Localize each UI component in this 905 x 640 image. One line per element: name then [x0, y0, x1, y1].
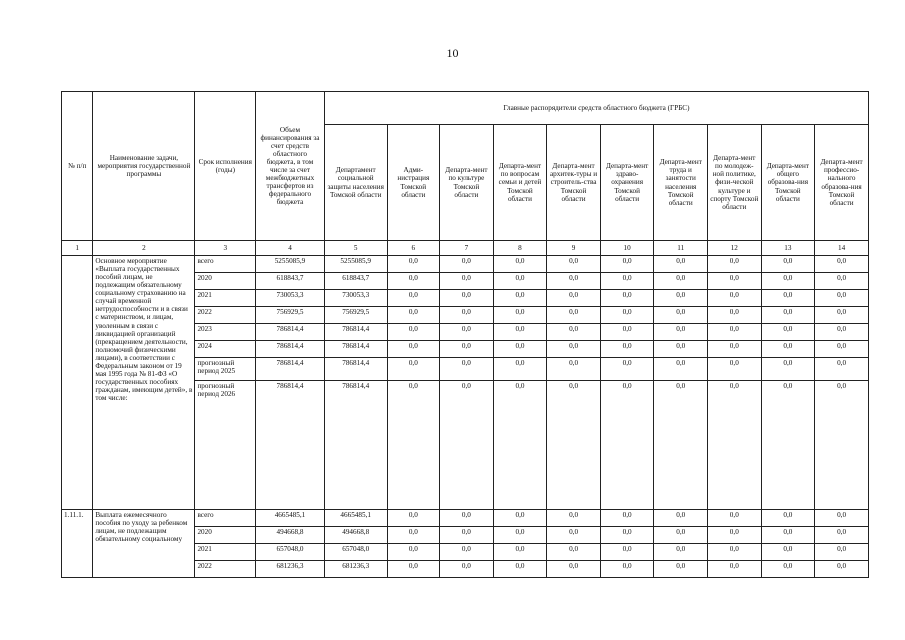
value-cell: 0,0 — [815, 527, 869, 544]
value-cell: 0,0 — [547, 341, 601, 358]
value-cell: 0,0 — [708, 358, 762, 381]
value-cell: 0,0 — [547, 358, 601, 381]
column-index: 7 — [440, 241, 494, 256]
value-cell: 0,0 — [761, 510, 815, 527]
header-dept: Департа-мент общего образова-ния Томской области — [761, 125, 815, 241]
total-cell: 618843,7 — [256, 273, 325, 290]
value-cell: 657048,0 — [324, 544, 387, 561]
value-cell: 0,0 — [600, 273, 654, 290]
value-cell: 0,0 — [761, 381, 815, 510]
period-cell: 2022 — [195, 307, 256, 324]
period-cell: всего — [195, 256, 256, 273]
value-cell: 0,0 — [440, 358, 494, 381]
value-cell: 0,0 — [387, 273, 440, 290]
value-cell: 0,0 — [547, 273, 601, 290]
value-cell: 0,0 — [761, 561, 815, 578]
total-cell: 4665485,1 — [256, 510, 325, 527]
period-cell: 2022 — [195, 561, 256, 578]
value-cell: 0,0 — [654, 256, 708, 273]
value-cell: 0,0 — [547, 324, 601, 341]
value-cell: 0,0 — [761, 307, 815, 324]
value-cell: 0,0 — [708, 273, 762, 290]
value-cell: 0,0 — [440, 561, 494, 578]
value-cell: 0,0 — [708, 510, 762, 527]
value-cell: 0,0 — [547, 561, 601, 578]
value-cell: 0,0 — [493, 381, 547, 510]
value-cell: 0,0 — [654, 527, 708, 544]
activity-name: Основное мероприятие «Выплата государственных пособий лицам, не подлежащим обязательному социальному страхованию на случай временной нетрудоспособности и в связи с материнством, и лицам, уволенным в связи с ликвидацией организаций (прекращением деятельности, полномочий физическими лицами), в соответствии с Федеральным законом от 19 мая 1995 года № 81-ФЗ «О государственных пособиях гражданам, имеющим детей», в том числе: — [93, 256, 195, 510]
value-cell: 0,0 — [387, 510, 440, 527]
header-term: Срок исполнения (годы) — [195, 92, 256, 241]
value-cell: 0,0 — [654, 358, 708, 381]
total-cell: 681236,3 — [256, 561, 325, 578]
period-cell: 2021 — [195, 290, 256, 307]
value-cell: 0,0 — [708, 381, 762, 510]
value-cell: 618843,7 — [324, 273, 387, 290]
value-cell: 786814,4 — [324, 358, 387, 381]
column-index: 10 — [600, 241, 654, 256]
value-cell: 0,0 — [815, 324, 869, 341]
header-dept: Департа-мент здраво-охранения Томской области — [600, 125, 654, 241]
value-cell: 0,0 — [493, 527, 547, 544]
header-dept: Адми-нистрация Томской области — [387, 125, 440, 241]
column-index: 2 — [93, 241, 195, 256]
value-cell: 0,0 — [815, 273, 869, 290]
value-cell: 0,0 — [600, 527, 654, 544]
value-cell: 0,0 — [654, 544, 708, 561]
column-index: 11 — [654, 241, 708, 256]
value-cell: 786814,4 — [324, 341, 387, 358]
period-cell: прогнозный период 2026 — [195, 381, 256, 510]
value-cell: 0,0 — [600, 324, 654, 341]
value-cell: 0,0 — [708, 561, 762, 578]
value-cell: 4665485,1 — [324, 510, 387, 527]
value-cell: 0,0 — [493, 341, 547, 358]
period-cell: 2023 — [195, 324, 256, 341]
value-cell: 0,0 — [761, 324, 815, 341]
total-cell: 494668,8 — [256, 527, 325, 544]
value-cell: 681236,3 — [324, 561, 387, 578]
value-cell: 0,0 — [815, 290, 869, 307]
value-cell: 0,0 — [600, 561, 654, 578]
column-index: 13 — [761, 241, 815, 256]
value-cell: 0,0 — [600, 544, 654, 561]
period-cell: прогнозный период 2025 — [195, 358, 256, 381]
column-index: 9 — [547, 241, 601, 256]
value-cell: 0,0 — [761, 290, 815, 307]
total-cell: 786814,4 — [256, 341, 325, 358]
value-cell: 0,0 — [600, 256, 654, 273]
value-cell: 0,0 — [547, 256, 601, 273]
value-cell: 494668,8 — [324, 527, 387, 544]
value-cell: 0,0 — [493, 544, 547, 561]
header-dept: Департамент социальной защиты населения Томской области — [324, 125, 387, 241]
value-cell: 0,0 — [708, 256, 762, 273]
value-cell: 0,0 — [761, 256, 815, 273]
total-cell: 786814,4 — [256, 324, 325, 341]
value-cell: 0,0 — [600, 290, 654, 307]
value-cell: 0,0 — [493, 290, 547, 307]
value-cell: 0,0 — [815, 358, 869, 381]
value-cell: 0,0 — [493, 307, 547, 324]
header-name: Наименование задачи, мероприятия государственной программы — [93, 92, 195, 241]
total-cell: 657048,0 — [256, 544, 325, 561]
value-cell: 0,0 — [493, 358, 547, 381]
column-index-row — [62, 241, 869, 256]
value-cell: 0,0 — [600, 381, 654, 510]
value-cell: 0,0 — [761, 358, 815, 381]
value-cell: 0,0 — [815, 381, 869, 510]
value-cell: 0,0 — [440, 341, 494, 358]
total-cell: 786814,4 — [256, 381, 325, 510]
value-cell: 0,0 — [654, 307, 708, 324]
value-cell: 0,0 — [654, 381, 708, 510]
value-cell: 0,0 — [761, 544, 815, 561]
value-cell: 0,0 — [708, 527, 762, 544]
value-cell: 0,0 — [387, 341, 440, 358]
value-cell: 0,0 — [547, 307, 601, 324]
value-cell: 0,0 — [815, 256, 869, 273]
column-index: 4 — [256, 241, 325, 256]
value-cell: 0,0 — [493, 256, 547, 273]
period-cell: 2020 — [195, 273, 256, 290]
value-cell: 0,0 — [387, 256, 440, 273]
value-cell: 0,0 — [440, 290, 494, 307]
value-cell: 786814,4 — [324, 324, 387, 341]
value-cell: 0,0 — [387, 561, 440, 578]
value-cell: 0,0 — [761, 273, 815, 290]
value-cell: 0,0 — [547, 510, 601, 527]
column-index: 6 — [387, 241, 440, 256]
value-cell: 0,0 — [440, 324, 494, 341]
column-index: 12 — [708, 241, 762, 256]
value-cell: 0,0 — [440, 256, 494, 273]
table-body — [62, 256, 869, 578]
financing-table — [61, 91, 869, 578]
row-number — [62, 256, 93, 510]
column-index: 14 — [815, 241, 869, 256]
value-cell: 786814,4 — [324, 381, 387, 510]
value-cell: 0,0 — [493, 324, 547, 341]
header-dept: Департа-мент по молодеж-ной политике, физи-ческой культуре и спорту Томской области — [708, 125, 762, 241]
value-cell: 5255085,9 — [324, 256, 387, 273]
value-cell: 0,0 — [708, 544, 762, 561]
column-index: 3 — [195, 241, 256, 256]
value-cell: 0,0 — [493, 273, 547, 290]
page-number: 10 — [446, 46, 459, 60]
value-cell: 0,0 — [654, 341, 708, 358]
total-cell: 730053,3 — [256, 290, 325, 307]
value-cell: 0,0 — [815, 544, 869, 561]
header-dept: Департа-мент труда и занятости населения Томской области — [654, 125, 708, 241]
value-cell: 0,0 — [387, 527, 440, 544]
value-cell: 0,0 — [387, 358, 440, 381]
total-cell: 786814,4 — [256, 358, 325, 381]
value-cell: 0,0 — [708, 307, 762, 324]
value-cell: 0,0 — [547, 527, 601, 544]
value-cell: 0,0 — [815, 561, 869, 578]
value-cell: 0,0 — [708, 341, 762, 358]
value-cell: 0,0 — [600, 358, 654, 381]
column-index: 5 — [324, 241, 387, 256]
value-cell: 0,0 — [654, 273, 708, 290]
period-cell: 2024 — [195, 341, 256, 358]
value-cell: 0,0 — [387, 381, 440, 510]
value-cell: 0,0 — [654, 324, 708, 341]
value-cell: 730053,3 — [324, 290, 387, 307]
value-cell: 0,0 — [761, 527, 815, 544]
value-cell: 0,0 — [654, 290, 708, 307]
value-cell: 0,0 — [387, 544, 440, 561]
header-dept: Департа-мент архитек-туры и строитель-ства Томской области — [547, 125, 601, 241]
value-cell: 0,0 — [654, 561, 708, 578]
value-cell: 0,0 — [493, 561, 547, 578]
row-number: 1.11.1. — [62, 510, 93, 578]
period-cell: всего — [195, 510, 256, 527]
total-cell: 5255085,9 — [256, 256, 325, 273]
value-cell: 0,0 — [440, 273, 494, 290]
value-cell: 0,0 — [440, 381, 494, 510]
column-index: 8 — [493, 241, 547, 256]
value-cell: 0,0 — [547, 381, 601, 510]
value-cell: 0,0 — [708, 290, 762, 307]
header-dept: Департа-мент профессио-нального образова-ния Томской области — [815, 125, 869, 241]
value-cell: 0,0 — [387, 307, 440, 324]
value-cell: 0,0 — [761, 341, 815, 358]
value-cell: 756929,5 — [324, 307, 387, 324]
header-grbs: Главные распорядители средств областного бюджета (ГРБС) — [324, 92, 868, 125]
value-cell: 0,0 — [440, 307, 494, 324]
value-cell: 0,0 — [654, 510, 708, 527]
value-cell: 0,0 — [493, 510, 547, 527]
value-cell: 0,0 — [387, 324, 440, 341]
value-cell: 0,0 — [600, 510, 654, 527]
total-cell: 756929,5 — [256, 307, 325, 324]
header-number: № п/п — [62, 92, 93, 241]
table-header — [62, 92, 869, 256]
value-cell: 0,0 — [815, 341, 869, 358]
header-volume: Объем финансирования за счет средств областного бюджета, в том числе за счет межбюджетных трансфертов из федерального бюджета — [256, 92, 325, 241]
header-dept: Департа-мент по вопросам семьи и детей Томской области — [493, 125, 547, 241]
period-cell: 2020 — [195, 527, 256, 544]
value-cell: 0,0 — [600, 341, 654, 358]
period-cell: 2021 — [195, 544, 256, 561]
value-cell: 0,0 — [815, 510, 869, 527]
value-cell: 0,0 — [547, 544, 601, 561]
header-dept: Департа-мент по культуре Томской области — [440, 125, 494, 241]
table-row — [62, 510, 869, 527]
column-index: 1 — [62, 241, 93, 256]
value-cell: 0,0 — [387, 290, 440, 307]
value-cell: 0,0 — [440, 510, 494, 527]
value-cell: 0,0 — [440, 527, 494, 544]
value-cell: 0,0 — [440, 544, 494, 561]
table-row — [62, 256, 869, 273]
value-cell: 0,0 — [547, 290, 601, 307]
value-cell: 0,0 — [708, 324, 762, 341]
activity-name: Выплата ежемесячного пособия по уходу за ребенком лицам, не подлежащим обязательному социальному — [93, 510, 195, 578]
value-cell: 0,0 — [600, 307, 654, 324]
value-cell: 0,0 — [815, 307, 869, 324]
